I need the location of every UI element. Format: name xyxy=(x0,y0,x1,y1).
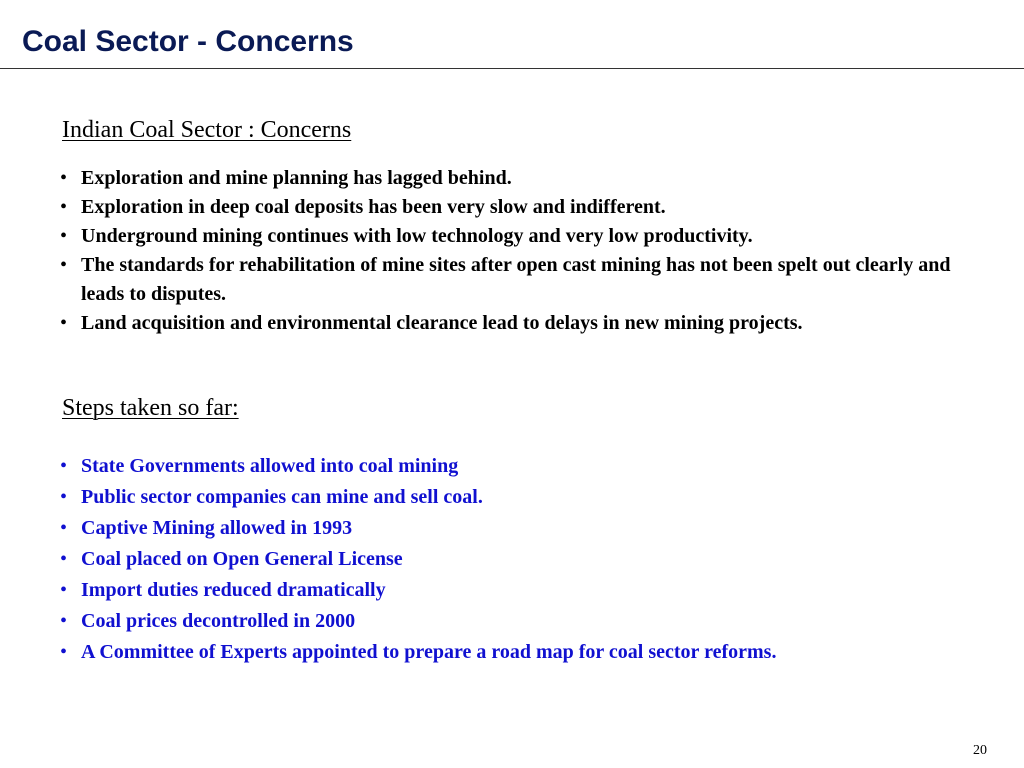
step-text: A Committee of Experts appointed to prepare a road map for coal sector reforms. xyxy=(81,641,777,663)
step-text: Coal placed on Open General License xyxy=(81,548,403,570)
step-text: Captive Mining allowed in 1993 xyxy=(81,517,353,539)
bullet-dot-icon: • xyxy=(60,548,68,570)
concern-item xyxy=(58,193,988,222)
concern-text: Exploration in deep coal deposits has been very slow and indifferent. xyxy=(81,196,666,218)
bullet-dot-icon: • xyxy=(60,196,68,218)
bullet-dot-icon: • xyxy=(60,312,68,334)
concern-item xyxy=(58,222,988,251)
concerns-list xyxy=(58,164,988,338)
step-item xyxy=(58,513,988,544)
step-text: Public sector companies can mine and sell coal. xyxy=(81,486,483,508)
bullet-dot-icon: • xyxy=(60,254,68,276)
bullet-dot-icon: • xyxy=(60,641,68,663)
concern-item xyxy=(58,164,988,193)
steps-list xyxy=(58,451,988,668)
steps-heading: Steps taken so far: xyxy=(62,395,239,421)
step-text: State Governments allowed into coal mining xyxy=(81,455,459,477)
bullet-dot-icon: • xyxy=(60,610,68,632)
concern-text: The standards for rehabilitation of mine sites after open cast mining has not been spelt out clearly and leads to disputes. xyxy=(81,254,951,305)
step-item xyxy=(58,575,988,606)
step-item xyxy=(58,606,988,637)
bullet-dot-icon: • xyxy=(60,486,68,508)
page-number: 20 xyxy=(973,743,987,758)
bullet-dot-icon: • xyxy=(60,455,68,477)
step-item xyxy=(58,637,988,668)
step-text: Import duties reduced dramatically xyxy=(81,579,386,601)
concern-text: Land acquisition and environmental clearance lead to delays in new mining projects. xyxy=(81,312,803,334)
concern-text: Exploration and mine planning has lagged behind. xyxy=(81,167,512,189)
step-item xyxy=(58,482,988,513)
concern-text: Underground mining continues with low technology and very low productivity. xyxy=(81,225,753,247)
bullet-dot-icon: • xyxy=(60,167,68,189)
bullet-dot-icon: • xyxy=(60,225,68,247)
slide-title: Coal Sector - Concerns xyxy=(22,25,354,58)
concern-item xyxy=(58,251,988,309)
step-item xyxy=(58,544,988,575)
bullet-dot-icon: • xyxy=(60,579,68,601)
step-item xyxy=(58,451,988,482)
title-divider xyxy=(0,68,1024,69)
bullet-dot-icon: • xyxy=(60,517,68,539)
concerns-heading: Indian Coal Sector : Concerns xyxy=(62,117,352,143)
concern-item xyxy=(58,309,988,338)
step-text: Coal prices decontrolled in 2000 xyxy=(81,610,356,632)
